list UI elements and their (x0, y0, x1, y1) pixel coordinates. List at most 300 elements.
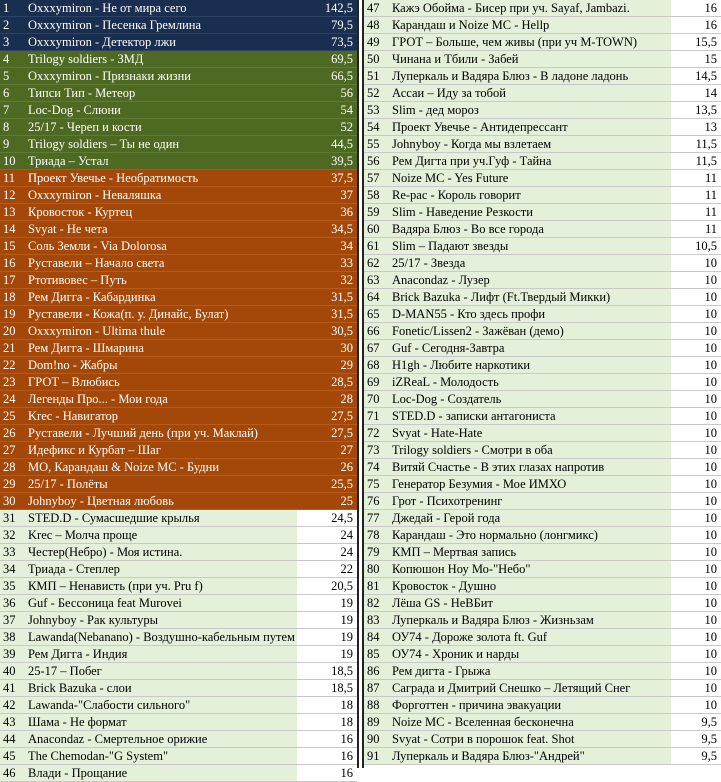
track-cell: Карандаш и Noize MC - Hellp (388, 17, 671, 34)
score-cell: 69,5 (297, 51, 357, 68)
table-row (364, 255, 721, 272)
table-row (364, 306, 721, 323)
score-cell: 27,5 (297, 408, 357, 425)
table-row (364, 68, 721, 85)
track-cell: Рем Дигга - Шмарина (24, 340, 297, 357)
track-cell: Slim - дед мороз (388, 102, 671, 119)
track-cell: Johnyboy - Цветная любовь (24, 493, 297, 510)
table-row (0, 544, 357, 561)
score-cell: 79,5 (297, 17, 357, 34)
track-cell: Луперкаль и Вадяра Блюз - Жизньзам (388, 612, 671, 629)
track-cell: Руставели - Кожа(п. у. Динайс, Булат) (24, 306, 297, 323)
rank-cell: 37 (0, 612, 24, 629)
track-cell: 25/17 - Звезда (388, 255, 671, 272)
rank-cell: 6 (0, 85, 24, 102)
rank-cell: 43 (0, 714, 24, 731)
table-row (0, 136, 357, 153)
score-cell: 10 (671, 442, 721, 459)
score-cell: 10 (671, 340, 721, 357)
score-cell: 19 (297, 612, 357, 629)
track-cell: Loc-Dog - Создатель (388, 391, 671, 408)
score-cell: 52 (297, 119, 357, 136)
rank-cell: 17 (0, 272, 24, 289)
track-cell: Dom!no - Жабры (24, 357, 297, 374)
rank-cell: 39 (0, 646, 24, 663)
rank-cell: 25 (0, 408, 24, 425)
track-cell: Svyat - Hate-Hate (388, 425, 671, 442)
table-row (0, 561, 357, 578)
rank-cell: 46 (0, 765, 24, 782)
rank-cell: 60 (364, 221, 388, 238)
track-cell: Svyat - Сотри в порошок feat. Shot (388, 731, 671, 748)
table-row (0, 425, 357, 442)
table-row (364, 340, 721, 357)
track-cell: Саграда и Дмитрий Снешко – Летящий Снег (388, 680, 671, 697)
table-row (364, 153, 721, 170)
rank-cell: 82 (364, 595, 388, 612)
table-row (364, 170, 721, 187)
track-cell: Trilogy soldiers - ЗМД (24, 51, 297, 68)
rank-cell: 47 (364, 0, 388, 17)
score-cell: 54 (297, 102, 357, 119)
score-cell: 29 (297, 357, 357, 374)
track-cell: Шама - Не формат (24, 714, 297, 731)
score-cell: 13 (671, 119, 721, 136)
table-row (364, 425, 721, 442)
track-cell: Loc-Dog - Слюни (24, 102, 297, 119)
rank-cell: 29 (0, 476, 24, 493)
score-cell: 30 (297, 340, 357, 357)
score-cell: 11 (671, 170, 721, 187)
ranking-column-right (364, 0, 721, 765)
table-row (364, 17, 721, 34)
score-cell: 10,5 (671, 238, 721, 255)
track-cell: Oxxxymiron - Песенка Гремлина (24, 17, 297, 34)
score-cell: 25,5 (297, 476, 357, 493)
score-cell: 36 (297, 204, 357, 221)
table-row (0, 238, 357, 255)
rank-cell: 79 (364, 544, 388, 561)
table-row (0, 0, 357, 17)
rank-cell: 78 (364, 527, 388, 544)
score-cell: 10 (671, 527, 721, 544)
table-row (364, 459, 721, 476)
rank-cell: 62 (364, 255, 388, 272)
table-row (0, 102, 357, 119)
score-cell: 27 (297, 442, 357, 459)
score-cell: 11 (671, 221, 721, 238)
rank-cell: 38 (0, 629, 24, 646)
score-cell: 10 (671, 646, 721, 663)
rank-cell: 66 (364, 323, 388, 340)
table-row (0, 663, 357, 680)
track-cell: Oxxxymiron - Неваляшка (24, 187, 297, 204)
table-row (364, 561, 721, 578)
score-cell: 10 (671, 663, 721, 680)
rank-cell: 36 (0, 595, 24, 612)
table-row (364, 136, 721, 153)
score-cell: 22 (297, 561, 357, 578)
track-cell: ГРОТ – Влюбись (24, 374, 297, 391)
score-cell: 10 (671, 561, 721, 578)
track-cell: КМП – Мертвая запись (388, 544, 671, 561)
track-cell: Lawanda(Nebanano) - Воздушно-кабельным путем (24, 629, 297, 646)
score-cell: 16 (297, 748, 357, 765)
table-row (0, 306, 357, 323)
score-cell: 11 (671, 187, 721, 204)
table-row (364, 527, 721, 544)
score-cell: 31,5 (297, 289, 357, 306)
table-row (364, 595, 721, 612)
rank-cell: 71 (364, 408, 388, 425)
table-row (364, 51, 721, 68)
track-cell: Slim – Падают звезды (388, 238, 671, 255)
table-row (0, 765, 357, 782)
score-cell: 10 (671, 493, 721, 510)
score-cell: 19 (297, 595, 357, 612)
track-cell: Джедай - Герой года (388, 510, 671, 527)
score-cell: 73,5 (297, 34, 357, 51)
score-cell: 18 (297, 697, 357, 714)
score-cell: 10 (671, 272, 721, 289)
table-row (0, 51, 357, 68)
rank-cell: 83 (364, 612, 388, 629)
rank-cell: 54 (364, 119, 388, 136)
track-cell: Oxxxymiron - Не от мира сего (24, 0, 297, 17)
score-cell: 33 (297, 255, 357, 272)
track-cell: Рем Дигга - Индия (24, 646, 297, 663)
rank-cell: 14 (0, 221, 24, 238)
rank-cell: 52 (364, 85, 388, 102)
score-cell: 34 (297, 238, 357, 255)
ranking-table-left (0, 0, 357, 782)
rank-cell: 18 (0, 289, 24, 306)
rank-cell: 91 (364, 748, 388, 765)
table-row (0, 17, 357, 34)
table-row (0, 68, 357, 85)
score-cell: 9,5 (671, 748, 721, 765)
track-cell: Johnyboy - Рак культуры (24, 612, 297, 629)
rank-cell: 51 (364, 68, 388, 85)
track-cell: Рем дигта - Грыжа (388, 663, 671, 680)
table-row (364, 680, 721, 697)
table-row (364, 629, 721, 646)
score-cell: 18 (297, 714, 357, 731)
track-cell: Trilogy soldiers - Смотри в оба (388, 442, 671, 459)
track-cell: Slim - Наведение Резкости (388, 204, 671, 221)
score-cell: 26 (297, 459, 357, 476)
table-row (364, 187, 721, 204)
rank-cell: 70 (364, 391, 388, 408)
rank-cell: 72 (364, 425, 388, 442)
track-cell: Ртотивовес – Путь (24, 272, 297, 289)
rank-cell: 81 (364, 578, 388, 595)
rank-cell: 80 (364, 561, 388, 578)
table-row (0, 510, 357, 527)
track-cell: Trilogy soldiers – Ты не один (24, 136, 297, 153)
track-cell: Форготтен - причина эвакуации (388, 697, 671, 714)
table-row (364, 442, 721, 459)
rank-cell: 88 (364, 697, 388, 714)
score-cell: 24 (297, 527, 357, 544)
table-row (0, 170, 357, 187)
rank-cell: 9 (0, 136, 24, 153)
table-row (364, 238, 721, 255)
score-cell: 10 (671, 306, 721, 323)
table-row (0, 714, 357, 731)
score-cell: 19 (297, 629, 357, 646)
track-cell: Легенды Про... - Мои года (24, 391, 297, 408)
score-cell: 16 (297, 765, 357, 782)
score-cell: 10 (671, 374, 721, 391)
table-row (364, 748, 721, 765)
table-row (0, 527, 357, 544)
table-row (364, 510, 721, 527)
track-cell: Re-pac - Король говорит (388, 187, 671, 204)
rank-cell: 20 (0, 323, 24, 340)
track-cell: Krec - Навигатор (24, 408, 297, 425)
table-row (364, 391, 721, 408)
table-row (364, 714, 721, 731)
table-row (0, 697, 357, 714)
table-row (0, 85, 357, 102)
table-row (0, 340, 357, 357)
track-cell: Krec – Молча проще (24, 527, 297, 544)
score-cell: 16 (671, 0, 721, 17)
track-cell: Карандаш - Это нормально (лонгмикс) (388, 527, 671, 544)
track-cell: ОУ74 - Дороже золота ft. Guf (388, 629, 671, 646)
track-cell: Кровосток - Куртец (24, 204, 297, 221)
rank-cell: 77 (364, 510, 388, 527)
table-row (364, 85, 721, 102)
rank-cell: 73 (364, 442, 388, 459)
table-row (364, 476, 721, 493)
score-cell: 10 (671, 578, 721, 595)
track-cell: STED.D - записки антагониста (388, 408, 671, 425)
table-row (364, 731, 721, 748)
rank-cell: 28 (0, 459, 24, 476)
track-cell: Руставели - Лучший день (при уч. Маклай) (24, 425, 297, 442)
track-cell: Noize MC - Вселенная бесконечна (388, 714, 671, 731)
track-cell: КМП – Ненависть (при уч. Pru f) (24, 578, 297, 595)
rank-cell: 63 (364, 272, 388, 289)
track-cell: 25-17 – Побег (24, 663, 297, 680)
column-divider (357, 0, 364, 768)
score-cell: 14 (671, 85, 721, 102)
score-cell: 15 (671, 51, 721, 68)
track-cell: Соль Земли - Via Dolorosa (24, 238, 297, 255)
table-row (0, 731, 357, 748)
rank-cell: 22 (0, 357, 24, 374)
score-cell: 9,5 (671, 731, 721, 748)
track-cell: The Chemodan-"G System" (24, 748, 297, 765)
track-cell: Триада – Устал (24, 153, 297, 170)
track-cell: 25/17 - Полёты (24, 476, 297, 493)
rank-cell: 61 (364, 238, 388, 255)
rank-cell: 56 (364, 153, 388, 170)
table-row (364, 544, 721, 561)
score-cell: 11,5 (671, 136, 721, 153)
score-cell: 10 (671, 680, 721, 697)
score-cell: 16 (297, 731, 357, 748)
track-cell: Johnyboy - Когда мы взлетаем (388, 136, 671, 153)
score-cell: 19 (297, 646, 357, 663)
score-cell: 11,5 (671, 153, 721, 170)
score-cell: 10 (671, 289, 721, 306)
score-cell: 34,5 (297, 221, 357, 238)
ranking-table-right (364, 0, 721, 765)
score-cell: 10 (671, 697, 721, 714)
rank-cell: 55 (364, 136, 388, 153)
rank-cell: 16 (0, 255, 24, 272)
rank-cell: 89 (364, 714, 388, 731)
track-cell: D-MAN55 - Кто здесь профи (388, 306, 671, 323)
track-cell: Луперкаль и Вадяра Блюз - В ладоне ладонь (388, 68, 671, 85)
table-row (364, 204, 721, 221)
rank-cell: 42 (0, 697, 24, 714)
rank-cell: 65 (364, 306, 388, 323)
rank-cell: 15 (0, 238, 24, 255)
rank-cell: 86 (364, 663, 388, 680)
table-row (0, 374, 357, 391)
score-cell: 13,5 (671, 102, 721, 119)
rank-cell: 76 (364, 493, 388, 510)
track-cell: Кровосток - Душно (388, 578, 671, 595)
track-cell: STED.D - Сумасшедшие крылья (24, 510, 297, 527)
ranking-column-left (0, 0, 357, 782)
score-cell: 10 (671, 391, 721, 408)
score-cell: 142,5 (297, 0, 357, 17)
score-cell: 16 (671, 17, 721, 34)
table-row (364, 612, 721, 629)
rank-cell: 35 (0, 578, 24, 595)
table-row (0, 272, 357, 289)
rank-cell: 10 (0, 153, 24, 170)
track-cell: Кажэ Обойма - Бисер при уч. Sayaf, Jambazi. (388, 0, 671, 17)
table-row (0, 255, 357, 272)
track-cell: Ассаи – Иду за тобой (388, 85, 671, 102)
track-cell: Руставели – Начало света (24, 255, 297, 272)
table-row (0, 442, 357, 459)
score-cell: 10 (671, 595, 721, 612)
rank-cell: 40 (0, 663, 24, 680)
table-row (0, 204, 357, 221)
rank-cell: 26 (0, 425, 24, 442)
table-row (364, 646, 721, 663)
table-row (364, 357, 721, 374)
rank-cell: 32 (0, 527, 24, 544)
table-row (0, 391, 357, 408)
table-row (0, 459, 357, 476)
score-cell: 44,5 (297, 136, 357, 153)
track-cell: Копюшон Ноу Мо-"Небо" (388, 561, 671, 578)
rank-cell: 2 (0, 17, 24, 34)
score-cell: 14,5 (671, 68, 721, 85)
table-row (0, 221, 357, 238)
table-row (364, 578, 721, 595)
rank-cell: 90 (364, 731, 388, 748)
track-cell: Anacondaz - Смертельное орижие (24, 731, 297, 748)
table-row (364, 323, 721, 340)
table-row (0, 34, 357, 51)
score-cell: 30,5 (297, 323, 357, 340)
track-cell: Oxxxymiron - Ultima thule (24, 323, 297, 340)
rank-cell: 74 (364, 459, 388, 476)
table-row (0, 289, 357, 306)
track-cell: Проект Увечье - Антидепрессант (388, 119, 671, 136)
track-cell: МО, Карандаш & Noize MC - Будни (24, 459, 297, 476)
score-cell: 18,5 (297, 680, 357, 697)
score-cell: 10 (671, 510, 721, 527)
rank-cell: 1 (0, 0, 24, 17)
score-cell: 10 (671, 425, 721, 442)
table-row (364, 493, 721, 510)
score-cell: 31,5 (297, 306, 357, 323)
table-row (364, 374, 721, 391)
table-row (0, 476, 357, 493)
score-cell: 27,5 (297, 425, 357, 442)
table-row (364, 697, 721, 714)
track-cell: Витяй Счастье - В этих глазах напротив (388, 459, 671, 476)
score-cell: 66,5 (297, 68, 357, 85)
rank-cell: 48 (364, 17, 388, 34)
track-cell: iZReaL - Молодость (388, 374, 671, 391)
track-cell: Типси Тип - Метеор (24, 85, 297, 102)
score-cell: 18,5 (297, 663, 357, 680)
table-row (0, 119, 357, 136)
score-cell: 10 (671, 255, 721, 272)
rank-cell: 4 (0, 51, 24, 68)
track-cell: Лёша GS - НеВБит (388, 595, 671, 612)
score-cell: 20,5 (297, 578, 357, 595)
rank-cell: 19 (0, 306, 24, 323)
table-row (0, 357, 357, 374)
rank-cell: 3 (0, 34, 24, 51)
table-row (0, 612, 357, 629)
score-cell: 11 (671, 204, 721, 221)
score-cell: 10 (671, 408, 721, 425)
track-cell: Oxxxymiron - Признаки жизни (24, 68, 297, 85)
track-cell: 25/17 - Череп и кости (24, 119, 297, 136)
rank-cell: 50 (364, 51, 388, 68)
table-row (0, 595, 357, 612)
score-cell: 25 (297, 493, 357, 510)
score-cell: 10 (671, 459, 721, 476)
rank-cell: 23 (0, 374, 24, 391)
score-cell: 37 (297, 187, 357, 204)
table-row (364, 272, 721, 289)
track-cell: Guf - Сегодня-Завтра (388, 340, 671, 357)
table-row (364, 663, 721, 680)
track-cell: Brick Bazuka - слои (24, 680, 297, 697)
score-cell: 10 (671, 323, 721, 340)
track-cell: Brick Bazuka - Лифт (Ft.Твердый Микки) (388, 289, 671, 306)
table-row (364, 408, 721, 425)
rank-cell: 11 (0, 170, 24, 187)
track-cell: Anacondaz - Лузер (388, 272, 671, 289)
rank-cell: 8 (0, 119, 24, 136)
table-row (364, 0, 721, 17)
table-row (0, 646, 357, 663)
rank-cell: 53 (364, 102, 388, 119)
score-cell: 56 (297, 85, 357, 102)
track-cell: Идефикс и Курбат – Шаг (24, 442, 297, 459)
rank-cell: 67 (364, 340, 388, 357)
rank-cell: 12 (0, 187, 24, 204)
score-cell: 10 (671, 629, 721, 646)
score-cell: 28 (297, 391, 357, 408)
rank-cell: 45 (0, 748, 24, 765)
